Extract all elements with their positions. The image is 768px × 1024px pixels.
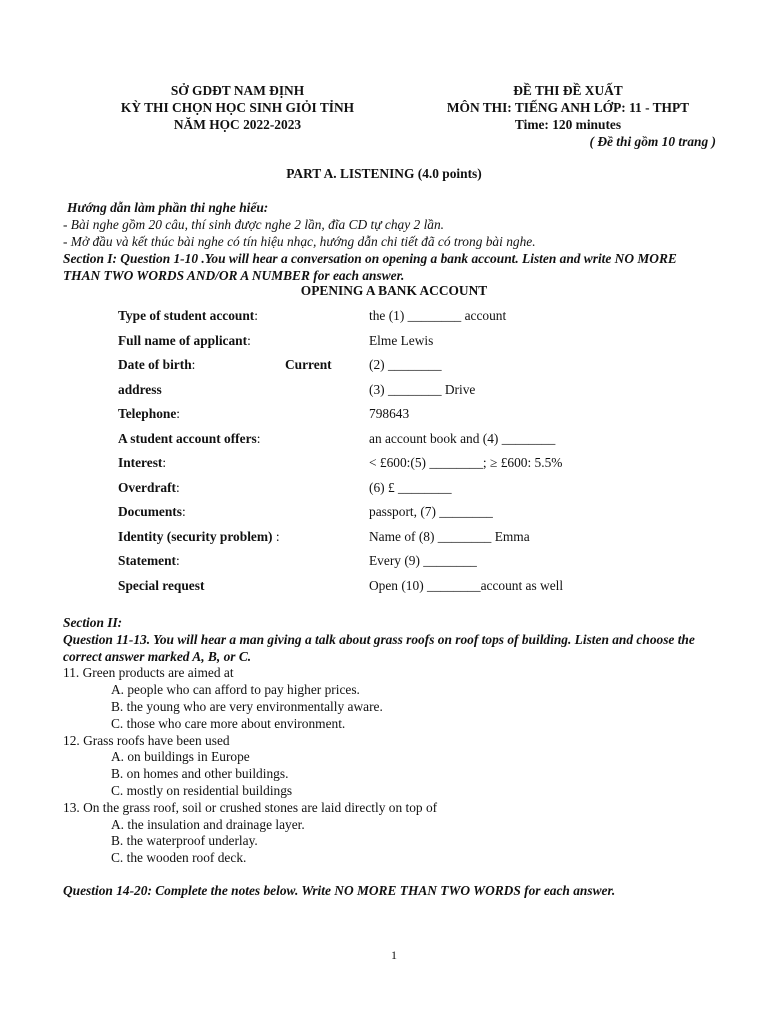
page-number: 1 <box>391 948 397 962</box>
option: C. those who care more about environment. <box>111 715 346 731</box>
form-value: an account book and (4) ________ <box>369 430 556 446</box>
page-count-note: ( Đề thi gồm 10 trang ) <box>589 134 716 149</box>
form-row <box>118 355 638 380</box>
question-13: 13. On the grass roof, soil or crushed stones are laid directly on top of <box>63 799 438 815</box>
form-label: Full name of applicant: <box>118 332 251 348</box>
form-row <box>118 551 638 576</box>
section-2-title: Section II: <box>63 615 123 630</box>
school-year: NĂM HỌC 2022-2023 <box>173 117 302 132</box>
option: B. the young who are very environmentally aware. <box>111 698 383 714</box>
form-value: 798643 <box>369 406 410 421</box>
form-label: A student account offers: <box>118 430 261 446</box>
form-row <box>118 576 638 601</box>
exam-type: ĐỀ THI ĐỀ XUẤT <box>513 83 623 98</box>
option: B. on homes and other buildings. <box>111 766 289 782</box>
form-label: Statement: <box>118 553 180 568</box>
form-title: OPENING A BANK ACCOUNT <box>300 283 488 298</box>
form-row <box>118 404 638 429</box>
form-row <box>118 502 638 527</box>
section-1-instruction: Section I: Question 1-10 .You will hear a conversation on opening a bank account. Listen and write NO MORE THAN TWO WORDS AND/OR A NUMBER for each answer. <box>63 251 677 283</box>
exam-time: Time: 120 minutes <box>514 117 622 132</box>
header-left <box>90 82 385 133</box>
instructions-line-2: - Mở đầu và kết thúc bài nghe có tín hiệu nhạc, hướng dẫn chi tiết đã có trong bài nghe. <box>63 234 536 249</box>
form-label: Telephone: <box>118 406 181 421</box>
option: A. the insulation and drainage layer. <box>111 816 305 832</box>
form-value: (2) ________ <box>369 357 442 372</box>
form-row <box>118 306 638 331</box>
instructions-line-1: - Bài nghe gồm 20 câu, thí sinh được nghe 2 lần, đĩa CD tự chạy 2 lần. <box>63 217 445 232</box>
section-2-instruction: Question 11-13. You will hear a man giving a talk about grass roofs on roof tops of building. Listen and choose the correct answer marked A, B, or C. <box>63 631 695 664</box>
form-label: Type of student account: <box>118 308 259 323</box>
option: A. on buildings in Europe <box>111 749 250 765</box>
form-label: Overdraft: <box>118 479 180 495</box>
listening-instructions <box>63 199 713 284</box>
form-label: Interest: <box>118 455 167 470</box>
form-label: Date of birth: <box>118 357 196 372</box>
form-row <box>118 331 638 356</box>
question-11: 11. Green products are aimed at <box>63 665 234 681</box>
section-2 <box>63 615 713 867</box>
form-label: address <box>118 381 162 397</box>
form-value: Elme Lewis <box>369 332 434 348</box>
option: B. the waterproof underlay. <box>111 833 258 849</box>
exam-name: KỲ THI CHỌN HỌC SINH GIỎI TỈNH <box>120 100 355 115</box>
form-label-current: Current <box>285 357 332 372</box>
form-value: Name of (8) ________ Emma <box>369 528 530 544</box>
form-label: Documents: <box>118 504 186 519</box>
subject-grade: MÔN THI: TIẾNG ANH LỚP: 11 - THPT <box>446 100 690 115</box>
option: C. mostly on residential buildings <box>111 782 293 798</box>
bank-account-form <box>118 306 638 600</box>
instructions-heading: Hướng dẫn làm phần thi nghe hiểu: <box>67 200 269 215</box>
form-value: (3) ________ Drive <box>369 381 476 397</box>
option: A. people who can afford to pay higher prices. <box>111 682 360 698</box>
form-label: Identity (security problem) : <box>118 528 280 544</box>
form-value: < £600:(5) ________; ≥ £600: 5.5% <box>369 455 563 470</box>
form-row <box>118 453 638 478</box>
question-12: 12. Grass roofs have been used <box>63 732 230 748</box>
form-value: Open (10) ________account as well <box>369 577 564 593</box>
question-14-20-instruction: Question 14-20: Complete the notes below. Write NO MORE THAN TWO WORDS for each answer. <box>63 883 616 898</box>
form-row <box>118 478 638 503</box>
form-row <box>118 380 638 405</box>
form-label: Special request <box>118 577 205 593</box>
form-value: (6) £ ________ <box>369 479 452 495</box>
form-row <box>118 527 638 552</box>
header-right <box>408 82 728 150</box>
form-row <box>118 429 638 454</box>
form-value: Every (9) ________ <box>369 553 477 568</box>
option: C. the wooden roof deck. <box>111 850 247 866</box>
department-name: SỞ GDĐT NAM ĐỊNH <box>170 83 305 98</box>
part-title: PART A. LISTENING (4.0 points) <box>286 166 482 181</box>
form-value: the (1) ________ account <box>369 308 507 323</box>
form-value: passport, (7) ________ <box>369 504 493 519</box>
